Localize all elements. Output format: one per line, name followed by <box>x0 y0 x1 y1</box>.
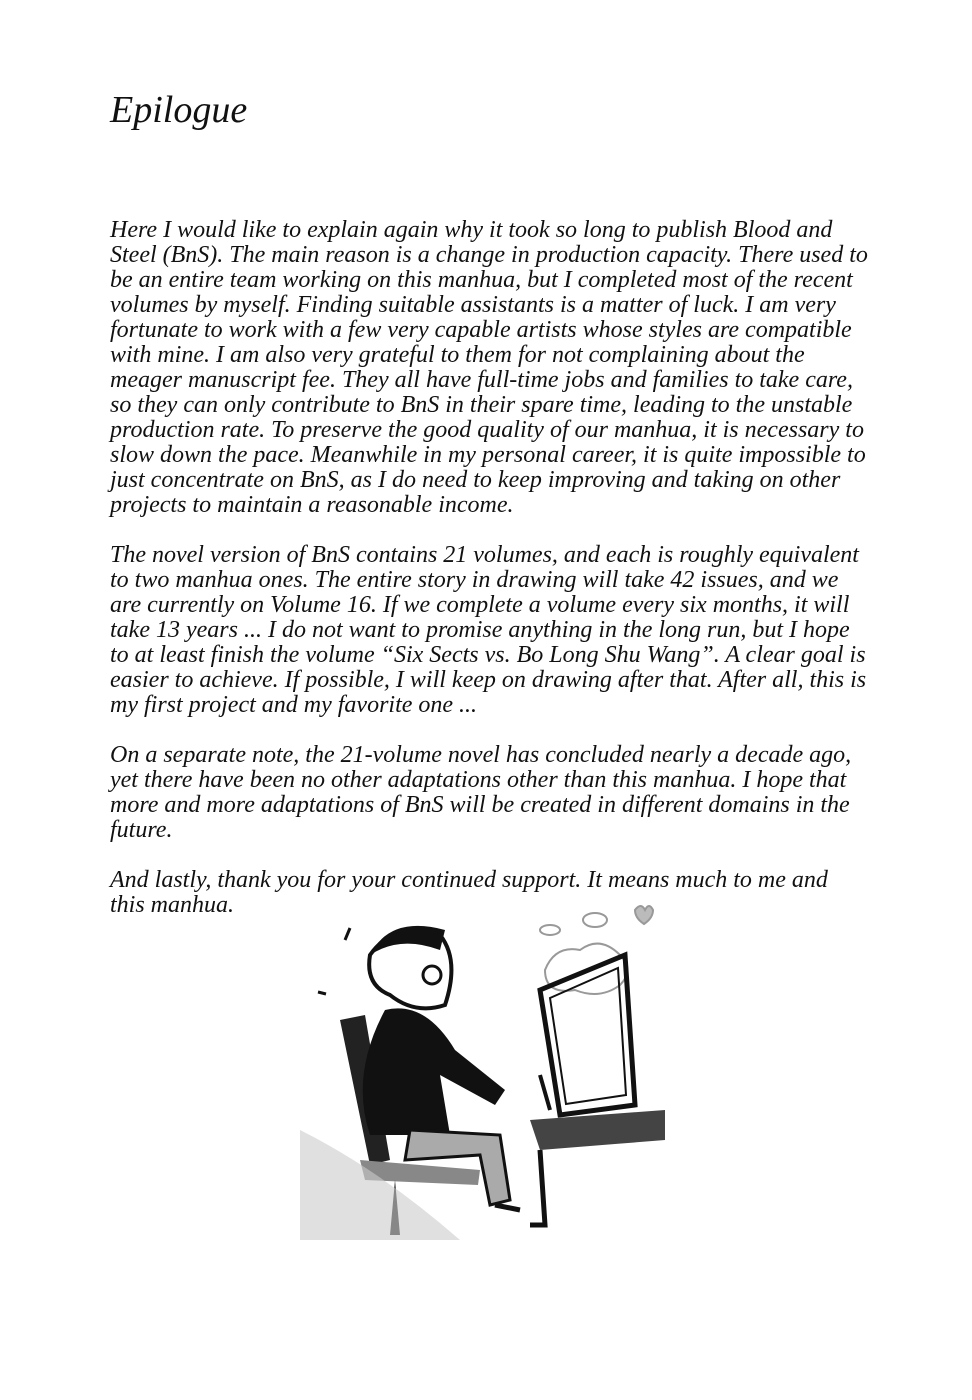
text-line: so they can only contribute to BnS in their spare time, leading to the unstable <box>110 392 853 418</box>
text-line: slow down the pace. Meanwhile in my personal career, it is quite impossible to <box>110 442 866 468</box>
text-line: fortunate to work with a few very capable artists whose styles are compatible <box>110 317 852 343</box>
text-line: Here I would like to explain again why it took so long to publish Blood and <box>110 217 833 243</box>
text-line: future. <box>110 817 173 843</box>
text-line: to at least finish the volume “Six Sects vs. Bo Long Shu Wang”. A clear goal is <box>110 642 866 668</box>
text-line: production rate. To preserve the good quality of our manhua, it is necessary to <box>110 417 864 443</box>
paragraph-2 <box>110 543 866 718</box>
paragraph-3 <box>110 743 851 843</box>
artist-at-computer-illustration <box>300 900 670 1240</box>
text-line: easier to achieve. If possible, I will keep on drawing after that. After all, this is <box>110 667 867 693</box>
text-line: Steel (BnS). The main reason is a change in production capacity. There used to <box>110 242 868 268</box>
desk-leg-icon <box>530 1150 545 1225</box>
text-line: volumes by myself. Finding suitable assistants is a matter of luck. I am very <box>110 292 836 318</box>
monitor-icon <box>540 955 635 1115</box>
text-line: projects to maintain a reasonable income. <box>110 492 514 518</box>
text-line: with mine. I am also very grateful to them for not complaining about the <box>110 342 805 368</box>
text-line: The novel version of BnS contains 21 volumes, and each is roughly equivalent <box>110 542 859 568</box>
text-line: take 13 years ... I do not want to promise anything in the long run, but I hope <box>110 617 850 643</box>
text-line: be an entire team working on this manhua, but I completed most of the recent <box>110 267 853 293</box>
text-line: my first project and my favorite one ... <box>110 692 478 718</box>
text-line: yet there have been no other adaptations other than this manhua. I hope that <box>110 767 847 793</box>
text-line: to two manhua ones. The entire story in drawing will take 42 issues, and we <box>110 567 839 593</box>
text-line: just concentrate on BnS, as I do need to keep improving and taking on other <box>110 467 841 493</box>
text-line: meager manuscript fee. They all have full-time jobs and families to take care, <box>110 367 853 393</box>
stylus-icon <box>540 1075 550 1110</box>
paragraph-1 <box>110 218 868 518</box>
text-line: And lastly, thank you for your continued support. It means much to me and <box>110 867 828 893</box>
text-line: are currently on Volume 16. If we complete a volume every six months, it will <box>110 592 850 618</box>
text-line: On a separate note, the 21-volume novel has concluded nearly a decade ago, <box>110 742 852 768</box>
desk-icon <box>530 1110 665 1150</box>
text-line: this manhua. <box>110 892 235 918</box>
page-title: Epilogue <box>110 89 248 131</box>
motion-mark <box>318 928 350 994</box>
text-line: more and more adaptations of BnS will be created in different domains in the <box>110 792 850 818</box>
